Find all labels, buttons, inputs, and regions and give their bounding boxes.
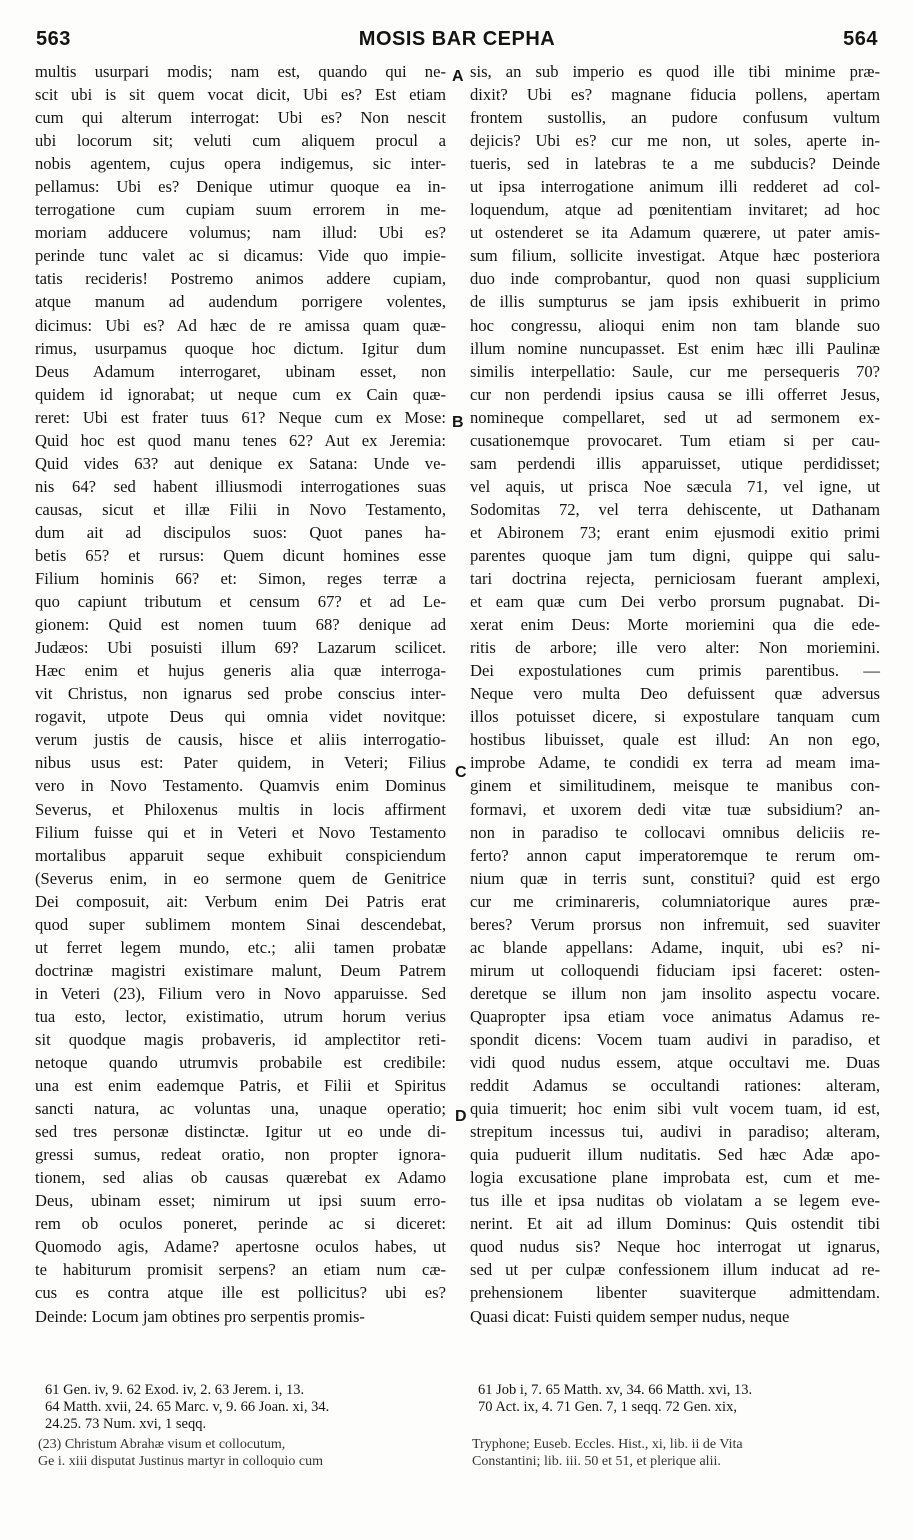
text-line: sum filium, sollicite investigat. Atque hæc posteriora — [470, 246, 880, 266]
text-line: cur non perdendi ipsius causa se illi offerret Jesus, — [470, 384, 880, 404]
margin-mark-d: D — [455, 1108, 467, 1125]
text-line: verum justis de causis, hisce et aliis interrogatio- — [35, 730, 446, 750]
text-line: atque manum ad audendum porrigere volentes, — [35, 292, 446, 312]
text-line: ac blande appellans: Adame, inquit, ubi es? ni- — [470, 937, 880, 957]
text-line: Deus, ubinam esset; nimirum ut ipsi suum erro- — [35, 1191, 446, 1211]
text-line: rogavit, utpote Deus qui omnia videt novitque: — [35, 707, 446, 727]
text-line: netoque quando utrumvis probabile est credibile: — [35, 1053, 446, 1073]
text-line: nis 64? sed habent illiusmodi interrogationes suas — [35, 476, 446, 496]
text-line: hostibus libuisset, quale est illud: An non ego, — [470, 730, 880, 750]
text-line: rem ob oculos poneret, perinde ac si diceret: — [35, 1214, 446, 1234]
text-line: Quid vides 63? aut denique ex Satana: Unde ve- — [35, 453, 446, 473]
text-line: quo capiunt tributum et censum 67? et ad Le- — [35, 592, 446, 612]
text-line: sancti natura, ac voluntas una, unaque operatio; — [35, 1099, 446, 1119]
text-line: cum qui alterum interrogat: Ubi es? Non nescit — [35, 108, 446, 128]
footnote-line: 24.25. 73 Num. xvi, 1 seqq. — [45, 1416, 207, 1432]
editor-note-left — [38, 1436, 323, 1470]
text-line: formavi, et uxorem dedi vitæ tuæ subsidium? an- — [470, 799, 880, 819]
text-line: doctrinæ magistri existimare malunt, Deum Patrem — [35, 960, 446, 980]
text-line: Judæos: Ubi posuisti illum 69? Lazarum scilicet. — [35, 638, 446, 658]
text-line: nomineque compellaret, sed ut ad sermonem ex- — [470, 407, 880, 427]
text-line: de illis sumpturus se jam ipsis exhibuerit in primo — [470, 292, 880, 312]
text-line: vero in Novo Testamento. Quamvis enim Dominus — [35, 776, 446, 796]
text-line: sit quodque magis probaveris, id amplectitor reti- — [35, 1029, 446, 1049]
margin-mark-b: B — [452, 414, 464, 431]
text-line: te habiturum promisit serpens? an etiam num cæ- — [35, 1260, 446, 1280]
text-line: Filium fuisse qui et in Veteri et Novo Testamento — [35, 822, 446, 842]
right-text-column — [470, 60, 880, 1328]
text-line: Deus Adamum interrogaret, ubinam esset, non — [35, 361, 446, 381]
text-line: ut ostenderet se ita Adamum quærere, ut pater amis- — [470, 223, 880, 243]
text-line: strepitum incessus tui, audivi in paradiso; alteram, — [470, 1122, 880, 1142]
text-line: nerint. Et ait ad illum Dominus: Quis ostendit tibi — [470, 1214, 880, 1234]
text-line: dejicis? Ubi es? cur me non, ut soles, aperte in- — [470, 131, 880, 151]
text-line: cur me criminareris, columniatorique aures præ- — [470, 891, 880, 911]
text-line: logia excusatione plane improbata est, cum et me- — [470, 1168, 880, 1188]
text-line: illum nomine nuncupasset. Est enim hæc illi Paulinæ — [470, 338, 880, 358]
footnote-line: 70 Act. ix, 4. 71 Gen. 7, 1 seqq. 72 Gen. xix, — [478, 1399, 737, 1415]
footnote-line: 61 Gen. iv, 9. 62 Exod. iv, 2. 63 Jerem. i, 13. — [45, 1382, 305, 1398]
left-text-column — [35, 60, 446, 1328]
text-line: Filium hominis 66? et: Simon, reges terræ a — [35, 569, 446, 589]
text-line: quia timuerit; hoc enim sibi vult vocem tuam, id est, — [470, 1099, 880, 1119]
text-line: causas, sicut et illæ Filii in Novo Testamento, — [35, 499, 446, 519]
footnotes-left — [45, 1382, 329, 1433]
text-line: parentes quoque jam tum digni, quippe qui salu- — [470, 545, 880, 565]
text-line: tari doctrina rejecta, perniciosam fuerant amplexi, — [470, 569, 880, 589]
text-line: Dei expostulationes cum primis parentibus. — — [470, 661, 880, 681]
text-line: betis 65? et rursus: Quem dicunt homines esse — [35, 545, 446, 565]
text-line: dicimus: Ubi es? Ad hæc de re amissa quam quæ- — [35, 315, 446, 335]
text-line: pellamus: Ubi es? Denique utimur quoque ea in- — [35, 177, 446, 197]
text-line: ubi locorum sit; veluti cum aliquem procul a — [35, 131, 446, 151]
text-line: gressi sumus, redeat oratio, non propter ignora- — [35, 1145, 446, 1165]
text-line: ginem et similitudinem, meisque te manibus con- — [470, 776, 880, 796]
text-line: moriam adducere volumus; nam illud: Ubi es? — [35, 223, 446, 243]
text-line: vidi quod nudus essem, atque occultavi me. Duas — [470, 1053, 880, 1073]
text-line: Quasi dicat: Fuisti quidem semper nudus, neque — [470, 1306, 790, 1326]
text-line: Quid hoc est quod manu tenes 62? Aut ex Jeremia: — [35, 430, 446, 450]
footnote-line: 61 Job i, 7. 65 Matth. xv, 34. 66 Matth. xvi, 13. — [478, 1382, 753, 1398]
text-line: nibus usus est: Pater quidem, in Veteri; Filius — [35, 753, 446, 773]
text-line: tueris, sed in latebras te a me subducis? Deinde — [470, 154, 880, 174]
text-line: terrogatione cum cupiam suum errorem in me- — [35, 200, 446, 220]
note-line: Constantini; lib. iii. 50 et 51, et plerique alii. — [472, 1454, 721, 1469]
text-line: sam perdendi illis apparuisset, utique perdidisset; — [470, 453, 880, 473]
text-line: similis interpellatio: Saule, cur me persequeris 70? — [470, 361, 880, 381]
text-line: multis usurpari modis; nam est, quando qui ne- — [35, 62, 446, 81]
text-line: hoc congressu, alioqui enim non tam blande suo — [470, 315, 880, 335]
text-line: Dei composuit, ait: Verbum enim Dei Patris erat — [35, 891, 446, 911]
text-line: gionem: Quid est nomen tuum 68? denique ad — [35, 615, 446, 635]
text-line: sed ut per culpæ confessionem illum inducat ad re- — [470, 1260, 880, 1280]
text-line: mirum ut colloquendi fiduciam ipsi faceret: osten- — [470, 960, 880, 980]
text-line: reret: Ubi est frater tuus 61? Neque cum ex Mose: — [35, 407, 446, 427]
text-line: (Severus enim, in eo sermone quem de Genitrice — [35, 868, 446, 888]
text-line: prehensionem libenter suaviterque admittendam. — [470, 1283, 880, 1303]
text-line: tus ille et ipsa nuditas ob violatam a se legem eve- — [470, 1191, 880, 1211]
text-line: Hæc enim et hujus generis alia quæ interroga- — [35, 661, 446, 681]
text-line: Quapropter ipsa etiam voce animatus Adamus re- — [470, 1006, 880, 1026]
text-line: quia puduerit illum nuditatis. Sed hæc Adæ apo- — [470, 1145, 880, 1165]
text-line: spondit dicens: Vocem tuam audivi in paradiso, et — [470, 1029, 880, 1049]
running-title: MOSIS BAR CEPHA — [358, 28, 556, 50]
text-line: quidem id ignorabat; ut neque cum ex Cain quæ- — [35, 384, 446, 404]
text-line: illos potuisset dicere, si expostulare tanquam cum — [470, 707, 880, 727]
text-line: Sodomitas 72, vel terra dehiscente, ut Dathanam — [470, 499, 880, 519]
text-line: cusationemque provocaret. Tum etiam si per cau- — [470, 430, 880, 450]
text-line: tatis recideris! Postremo animos addere cupiam, — [35, 269, 446, 289]
running-header — [0, 28, 914, 58]
text-line: improbe Adame, te condidi ex terra ad meam ima- — [470, 753, 880, 773]
text-line: Neque vero multa Deo defuissent quæ adversus — [470, 684, 880, 704]
margin-mark-a: A — [452, 68, 464, 85]
text-line: perinde tunc valet ac si dicamus: Vide quo impie- — [35, 246, 446, 266]
text-line: beres? Verum prorsus non infremuit, sed suaviter — [470, 914, 880, 934]
text-line: in Veteri (23), Filium vero in Novo apparuisse. Sed — [35, 983, 446, 1003]
text-line: sis, an sub imperio es quod ille tibi minime præ- — [470, 62, 880, 81]
text-line: cus es contra atque ille est pollicitus? ubi es? — [35, 1283, 446, 1303]
page-number-left: 563 — [36, 28, 71, 50]
text-line: frontem sustollis, an pudore confusum vultum — [470, 108, 880, 128]
text-line: loquendum, atque ad pœnitentiam invitaret; ad hoc — [470, 200, 880, 220]
text-line: dum ait ad discipulos suos: Quot panes ha- — [35, 522, 446, 542]
margin-mark-c: C — [455, 764, 467, 781]
text-line: ritis de arbore; ille vero alter: Non moriemini. — [470, 638, 880, 658]
text-line: quod super sublimem montem Sinai descendebat, — [35, 914, 446, 934]
text-line: tionem, sed alias ob causas quærebat ex Adamo — [35, 1168, 446, 1188]
text-line: reddit Adamus se occultandi rationes: alteram, — [470, 1076, 880, 1096]
page-number-right: 564 — [843, 28, 878, 50]
note-line: Ge i. xiii disputat Justinus martyr in colloquio cum — [38, 1454, 324, 1469]
text-line: dixit? Ubi es? magnane fiducia pollens, apertam — [470, 85, 880, 105]
footnote-line: 64 Matth. xvii, 24. 65 Marc. v, 9. 66 Joan. xi, 34. — [45, 1399, 330, 1415]
text-line: xerat enim Deus: Morte moriemini qua die ede- — [470, 615, 880, 635]
text-line: et Abironem 73; erant enim ejusmodi exitio primi — [470, 522, 880, 542]
text-line: vel aquis, ut prisca Noe sæcula 71, vel igne, ut — [470, 476, 880, 496]
text-line: quod nudus sis? Neque hoc interrogat ut ignarus, — [470, 1237, 880, 1257]
text-line: non in paradiso te collocavi omnibus deliciis re- — [470, 822, 880, 842]
editor-note-right — [472, 1436, 743, 1470]
text-line: duo inde comprobantur, quod non quasi supplicium — [470, 269, 880, 289]
text-line: scit ubi is sit quem vocat dicit, Ubi es? Est etiam — [35, 85, 446, 105]
text-line: Severus, et Philoxenus multis in locis affirment — [35, 799, 446, 819]
text-line: ferto? annon caput imperatoremque te rerum om- — [470, 845, 880, 865]
text-line: nobis agentem, cujus opera indigemus, sic inter- — [35, 154, 446, 174]
text-line: et eam quæ cum Dei verbo prorsum pugnabat. Di- — [470, 592, 880, 612]
note-line: Tryphone; Euseb. Eccles. Hist., xi, lib. ii de Vita — [472, 1437, 743, 1452]
text-line: vit Christus, non ignarus sed probe conscius inter- — [35, 684, 446, 704]
text-line: Deinde: Locum jam obtines pro serpentis promis- — [35, 1306, 365, 1326]
text-line: una est enim eademque Patris, et Filii et Spiritus — [35, 1076, 446, 1096]
text-line: mortalibus apparuit seque exhibuit conspiciendum — [35, 845, 446, 865]
text-line: tua esto, lector, existimatio, utrum horum verius — [35, 1006, 446, 1026]
text-line: ut ferret legem mundo, etc.; alii tamen probatæ — [35, 937, 446, 957]
text-line: sed tres personæ distinctæ. Igitur ut eo unde di- — [35, 1122, 446, 1142]
text-line: rimus, usurpamus quoque hoc dictum. Igitur dum — [35, 338, 446, 358]
text-line: Quomodo agis, Adame? apertosne oculos habes, ut — [35, 1237, 446, 1257]
text-line: deretque se illum non jam insolito aspectu vocare. — [470, 983, 880, 1003]
text-line: ut ipsa interrogatione animum illi redderet ad col- — [470, 177, 880, 197]
text-line: nium quæ in terris sunt, constitui? quid est ergo — [470, 868, 880, 888]
note-line: (23) Christum Abrahæ visum et collocutum, — [38, 1437, 286, 1452]
footnotes-right — [478, 1382, 752, 1416]
